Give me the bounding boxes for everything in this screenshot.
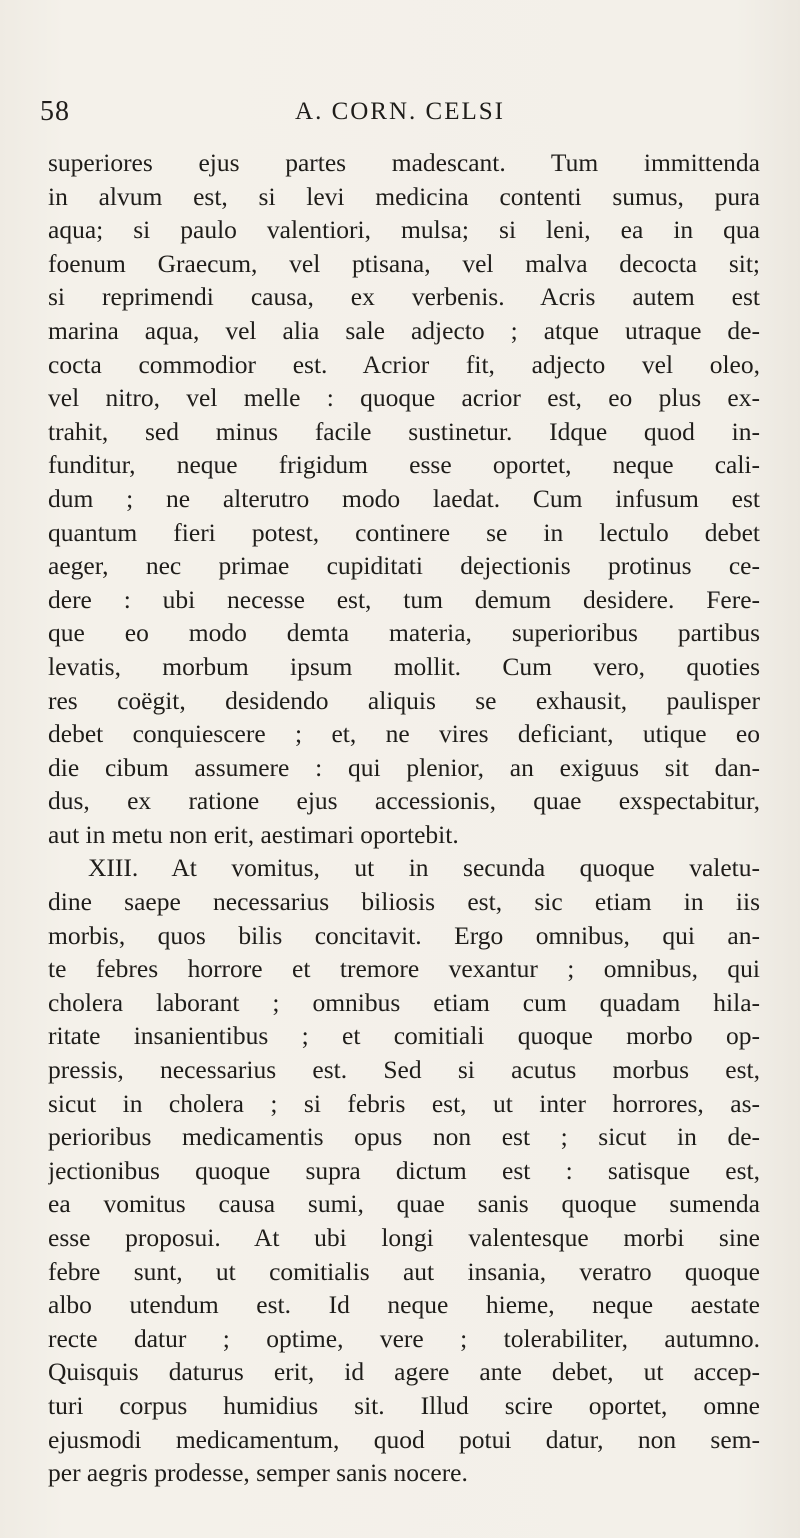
text-line: te febres horrore et tremore vexantur ; omnibus, qui bbox=[48, 954, 760, 984]
text-line: ritate insanientibus ; et comitiali quoque morbo op- bbox=[48, 1021, 760, 1051]
text-line: ea vomitus causa sumi, quae sanis quoque sumenda bbox=[48, 1189, 760, 1219]
text-line: dine saepe necessarius biliosis est, sic etiam in iis bbox=[48, 887, 760, 917]
text-line: in alvum est, si levi medicina contenti sumus, pura bbox=[48, 181, 760, 211]
text-line: dere : ubi necesse est, tum demum desidere. Fere- bbox=[48, 584, 760, 614]
text-line: trahit, sed minus facile sustinetur. Idque quod in- bbox=[48, 416, 760, 446]
text-line: cocta commodior est. Acrior fit, adjecto vel oleo, bbox=[48, 349, 760, 379]
text-line: aeger, nec primae cupiditati dejectionis protinus ce- bbox=[48, 551, 760, 581]
running-title: A. CORN. CELSI bbox=[295, 98, 505, 125]
text-line: esse proposui. At ubi longi valentesque morbi sine bbox=[48, 1223, 760, 1252]
text-line: morbis, quos bilis concitavit. Ergo omnibus, qui an- bbox=[48, 920, 760, 950]
text-line: sicut in cholera ; si febris est, ut inter horrores, as- bbox=[48, 1088, 760, 1118]
text-line: dum ; ne alterutro modo laedat. Cum infusum est bbox=[48, 483, 760, 513]
text-line: superiores ejus partes madescant. Tum immittenda bbox=[48, 148, 760, 177]
text-line: que eo modo demta materia, superioribus partibus bbox=[48, 618, 760, 648]
text-line: per aegris prodesse, semper sanis nocere. bbox=[48, 1458, 468, 1488]
text-line: XIII. At vomitus, ut in secunda quoque valetu- bbox=[88, 853, 760, 883]
text-line: vel nitro, vel melle : quoque acrior est, eo plus ex- bbox=[48, 383, 760, 413]
text-line: debet conquiescere ; et, ne vires deficiant, utique eo bbox=[48, 719, 760, 749]
body-text bbox=[48, 146, 760, 1490]
text-line: aqua; si paulo valentiori, mulsa; si leni, ea in qua bbox=[48, 215, 760, 245]
text-line: perioribus medicamentis opus non est ; sicut in de- bbox=[48, 1122, 760, 1152]
text-line: pressis, necessarius est. Sed si acutus morbus est, bbox=[48, 1055, 760, 1085]
page-number: 58 bbox=[40, 96, 70, 127]
text-line: turi corpus humidius sit. Illud scire oportet, omne bbox=[48, 1390, 760, 1420]
text-line: aut in metu non erit, aestimari oportebit. bbox=[48, 819, 459, 849]
text-line: cholera laborant ; omnibus etiam cum quadam hila- bbox=[48, 987, 760, 1017]
text-line: febre sunt, ut comitialis aut insania, veratro quoque bbox=[48, 1256, 760, 1286]
text-line: levatis, morbum ipsum mollit. Cum vero, quoties bbox=[48, 651, 760, 681]
running-head bbox=[40, 96, 760, 130]
text-line: ejusmodi medicamentum, quod potui datur, non sem- bbox=[48, 1424, 760, 1454]
text-line: albo utendum est. Id neque hieme, neque aestate bbox=[48, 1290, 760, 1320]
text-line: die cibum assumere : qui plenior, an exiguus sit dan- bbox=[48, 752, 760, 782]
text-line: dus, ex ratione ejus accessionis, quae exspectabitur, bbox=[48, 786, 760, 816]
text-line: res coëgit, desidendo aliquis se exhausit, paulisper bbox=[48, 685, 760, 715]
text-line: marina aqua, vel alia sale adjecto ; atque utraque de- bbox=[48, 315, 760, 345]
text-line: quantum fieri potest, continere se in lectulo debet bbox=[48, 517, 760, 547]
text-line: funditur, neque frigidum esse oportet, neque cali- bbox=[48, 450, 760, 480]
text-line: si reprimendi causa, ex verbenis. Acris autem est bbox=[48, 282, 760, 312]
text-line: recte datur ; optime, vere ; tolerabiliter, autumno. bbox=[48, 1323, 760, 1353]
text-line: Quisquis daturus erit, id agere ante debet, ut accep- bbox=[48, 1357, 760, 1387]
text-line: jectionibus quoque supra dictum est : satisque est, bbox=[48, 1155, 760, 1185]
text-line: foenum Graecum, vel ptisana, vel malva decocta sit; bbox=[48, 248, 760, 278]
